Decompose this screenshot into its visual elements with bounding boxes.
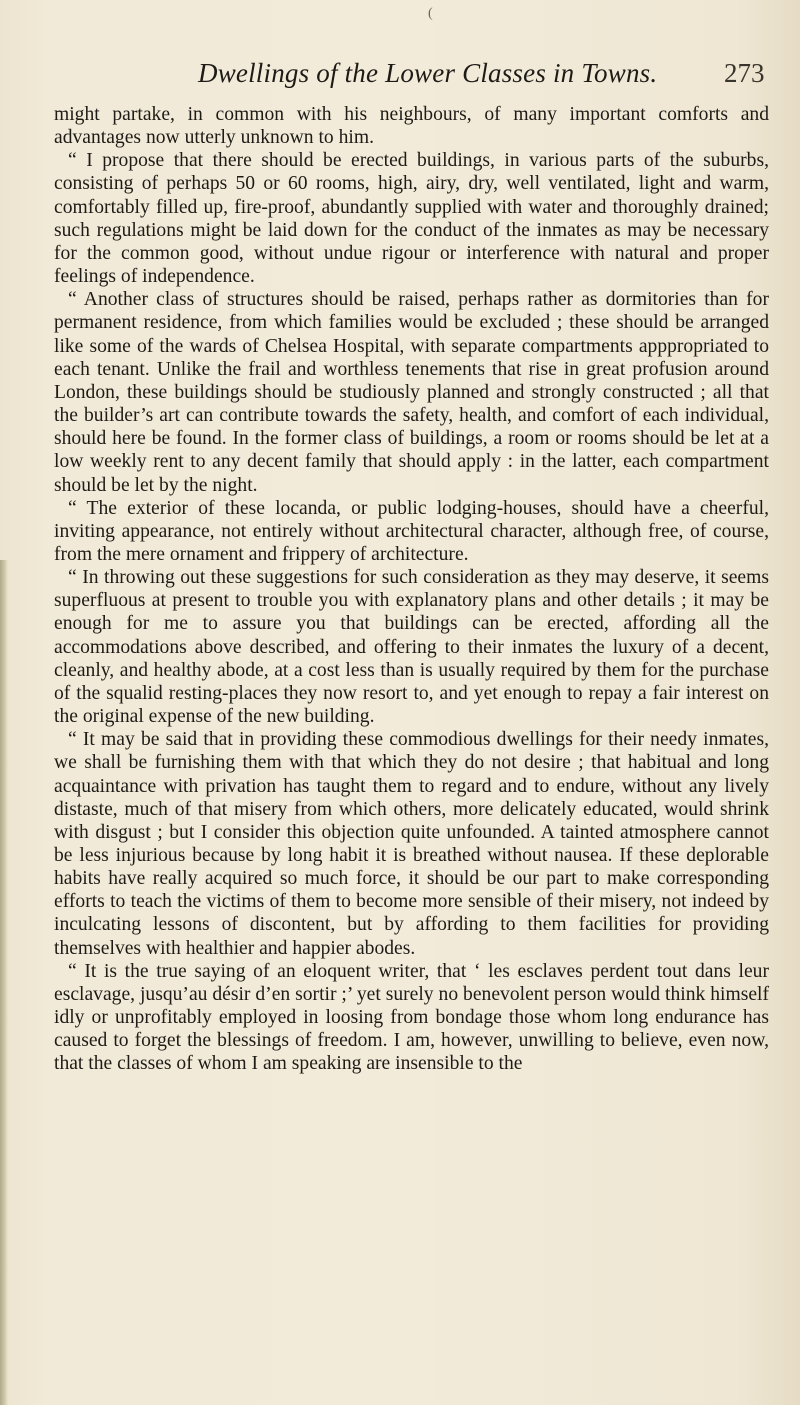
page-edge-shadow bbox=[0, 560, 8, 1405]
top-mark: ( bbox=[428, 6, 433, 21]
page-number: 273 bbox=[724, 58, 765, 88]
page-header bbox=[0, 58, 800, 98]
paragraph: “ It may be said that in providing these commodious dwellings for their needy inmates, we shall be furnishing them with that which they do not desire ; that habitual and long acquaintance with privation has taught them to regard and to endure, without any lively distaste, much of that misery from which others, more delicately educated, would shrink with disgust ; but I consider this objection quite unfounded. A tainted atmosphere cannot be less injurious because by long habit it is breathed without nausea. If these deplorable habits have really acquired so much force, it should be our part to make corresponding efforts to teach the victims of them to become more sensible of their misery, not indeed by inculcating lessons of discontent, but by affording to them facilities for providing themselves with healthier and happier abodes. bbox=[54, 729, 769, 959]
body-text bbox=[54, 103, 769, 1076]
paragraph: “ In throwing out these suggestions for such consideration as they may deserve, it seems superfluous at present to trouble you with explanatory plans and other details ; it may be enough for me to assure you that buildings can be erected, affording all the accommodations above described, and offering to their inmates the luxury of a decent, cleanly, and healthy abode, at a cost less than is usually required by them for the purchase of the squalid resting-places they now resort to, and yet enough to repay a fair interest on the original expense of the new building. bbox=[54, 567, 769, 728]
running-head: Dwellings of the Lower Classes in Towns. bbox=[198, 58, 658, 88]
paragraph: “ I propose that there should be erected buildings, in various parts of the suburbs, consisting of perhaps 50 or 60 rooms, high, airy, dry, well ventilated, light and warm, comfortably filled up, fire-proof, abundantly supplied with water and thoroughly drained; such regulations might be laid down for the conduct of the inmates as may be necessary for the common good, without undue rigour or interference with natural and proper feelings of independence. bbox=[54, 150, 769, 288]
paragraph: “ Another class of structures should be raised, perhaps rather as dormitories than for permanent residence, from which families would be excluded ; these should be arranged like some of the wards of Chelsea Hospital, with separate compartments apppropriated to each tenant. Unlike the frail and worthless tenements that rise in great profusion around London, these buildings should be studiously planned and strongly constructed ; all that the builder’s art can contribute towards the safety, health, and comfort of each individual, should here be found. In the former class of buildings, a room or rooms should be let at a low weekly rent to any decent family that should apply : in the latter, each compartment should be let by the night. bbox=[54, 289, 769, 496]
paragraph: “ The exterior of these locanda, or public lodging-houses, should have a cheerful, inviting appearance, not entirely without architectural character, although free, of course, from the mere ornament and frippery of architecture. bbox=[54, 497, 769, 565]
paragraph: might partake, in common with his neighbours, of many important comforts and advantages now utterly unknown to him. bbox=[54, 104, 769, 149]
paragraph: “ It is the true saying of an eloquent writer, that ‘ les esclaves perdent tout dans leur esclavage, jusqu’au désir d’en sortir ;’ yet surely no benevolent person would think himself idly or unprofitably employed in loosing from bondage those whom long endurance has caused to forget the blessings of freedom. I am, however, unwilling to believe, even now, that the classes of whom I am speaking are insensible to the bbox=[54, 960, 769, 1075]
